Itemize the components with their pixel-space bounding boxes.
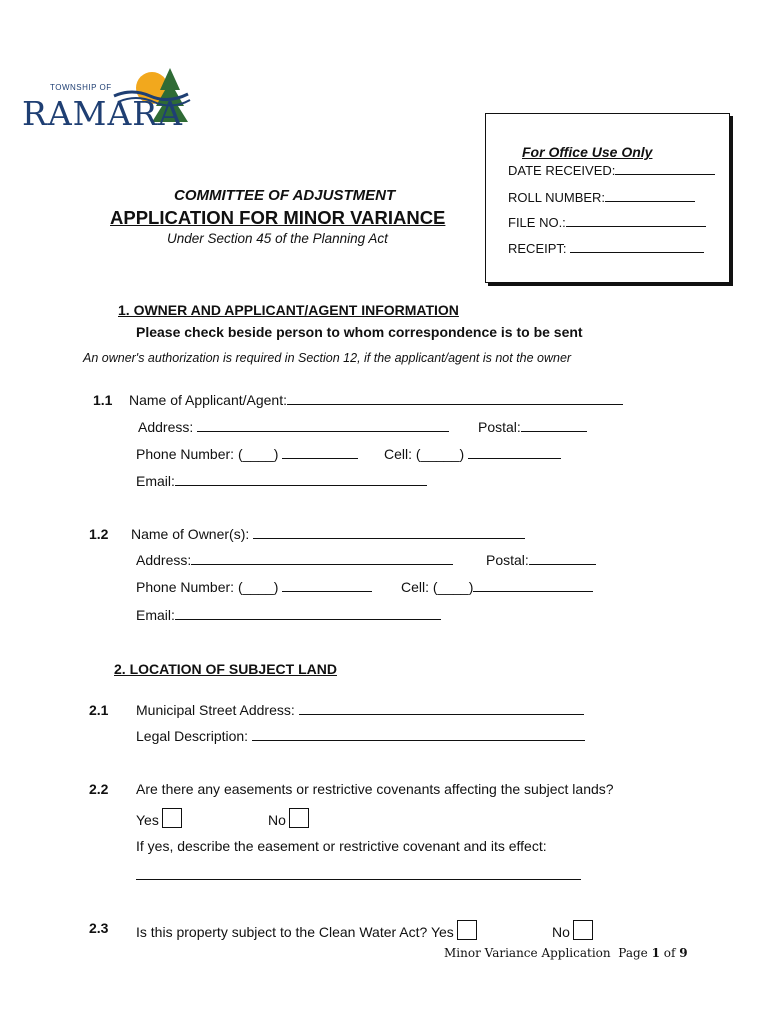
applicant-name-label: Name of Applicant/Agent: (129, 392, 287, 408)
date-received-label: DATE RECEIVED: (508, 163, 616, 178)
township-logo (22, 66, 192, 138)
applicant-phone-field[interactable] (136, 446, 358, 462)
page-footer (444, 946, 688, 960)
applicant-cell-field[interactable] (384, 446, 561, 462)
roll-number-label: ROLL NUMBER: (508, 190, 606, 205)
clean-water-no-label: No (552, 924, 570, 940)
section2-heading: 2. LOCATION OF SUBJECT LAND (114, 661, 337, 677)
easement-no-checkbox[interactable] (289, 808, 309, 828)
section1-instruction: Please check beside person to whom correspondence is to be sent (136, 324, 583, 340)
easement-yes-checkbox[interactable] (162, 808, 182, 828)
applicant-cell-label: Cell: (_____) (384, 446, 465, 462)
applicant-address-label: Address: (138, 419, 194, 435)
section1-note: An owner's authorization is required in Section 12, if the applicant/agent is not the owner (83, 351, 572, 365)
owner-postal-field[interactable] (486, 552, 596, 568)
committee-heading: COMMITTEE OF ADJUSTMENT (174, 187, 396, 204)
logo-township-of: TOWNSHIP OF (50, 83, 112, 92)
easement-no-option[interactable] (268, 808, 309, 828)
office-use-title: For Office Use Only (522, 144, 653, 160)
office-use-box (485, 113, 730, 283)
owner-phone-label: Phone Number: (____) (136, 579, 279, 595)
owner-email-label: Email: (136, 607, 175, 623)
q2-1-number: 2.1 (89, 702, 109, 718)
section1-heading: 1. OWNER AND APPLICANT/AGENT INFORMATION (118, 302, 459, 318)
receipt-label: RECEIPT: (508, 241, 567, 256)
file-no-field[interactable] (508, 214, 706, 230)
applicant-name-field[interactable] (129, 392, 623, 408)
owner-address-label: Address: (136, 552, 192, 568)
clean-water-yes-checkbox[interactable] (457, 920, 477, 940)
footer-page-label: Page (618, 946, 648, 960)
applicant-phone-label: Phone Number: (____) (136, 446, 279, 462)
roll-number-field[interactable] (508, 189, 695, 205)
easement-description-line[interactable] (136, 879, 581, 880)
easement-followup: If yes, describe the easement or restrictive covenant and its effect: (136, 838, 547, 854)
owner-cell-label: Cell: (____) (401, 579, 474, 595)
applicant-email-label: Email: (136, 473, 175, 489)
owner-phone-field[interactable] (136, 579, 372, 595)
q2-2-number: 2.2 (89, 781, 109, 797)
applicant-email-field[interactable] (136, 473, 427, 489)
owner-name-label: Name of Owner(s): (131, 526, 250, 542)
street-address-label: Municipal Street Address: (136, 702, 295, 718)
clean-water-no-option[interactable] (552, 920, 593, 940)
street-address-field[interactable] (136, 702, 584, 718)
legal-description-label: Legal Description: (136, 728, 249, 744)
easement-no-label: No (268, 812, 286, 828)
applicant-postal-field[interactable] (478, 419, 587, 435)
clean-water-no-checkbox[interactable] (573, 920, 593, 940)
date-received-field[interactable] (508, 162, 715, 178)
clean-water-question (136, 920, 477, 940)
q1-1-number: 1.1 (93, 392, 113, 408)
logo-name: RAMARA (22, 94, 183, 133)
owner-postal-label: Postal: (486, 552, 529, 568)
applicant-address-field[interactable] (138, 419, 449, 435)
owner-name-field[interactable] (131, 526, 525, 542)
easement-question: Are there any easements or restrictive covenants affecting the subject lands? (136, 781, 614, 797)
footer-doc-name: Minor Variance Application (444, 946, 611, 960)
legal-description-field[interactable] (136, 728, 585, 744)
owner-cell-field[interactable] (401, 579, 593, 595)
file-no-label: FILE NO.: (508, 215, 566, 230)
q1-2-number: 1.2 (89, 526, 109, 542)
clean-water-yes-label: Yes (430, 924, 454, 940)
clean-water-question-text: Is this property subject to the Clean Water Act? (136, 924, 428, 940)
footer-of-label: of (663, 946, 676, 960)
page-subtitle: Under Section 45 of the Planning Act (167, 231, 388, 246)
q2-3-number: 2.3 (89, 920, 109, 936)
page-title: APPLICATION FOR MINOR VARIANCE (110, 207, 446, 228)
easement-yes-label: Yes (136, 812, 159, 828)
easement-yes-option[interactable] (136, 808, 182, 828)
receipt-field[interactable] (508, 240, 704, 256)
owner-address-field[interactable] (136, 552, 453, 568)
owner-email-field[interactable] (136, 607, 441, 623)
footer-page-number: 1 (651, 946, 660, 960)
footer-page-total: 9 (679, 946, 688, 960)
applicant-postal-label: Postal: (478, 419, 521, 435)
